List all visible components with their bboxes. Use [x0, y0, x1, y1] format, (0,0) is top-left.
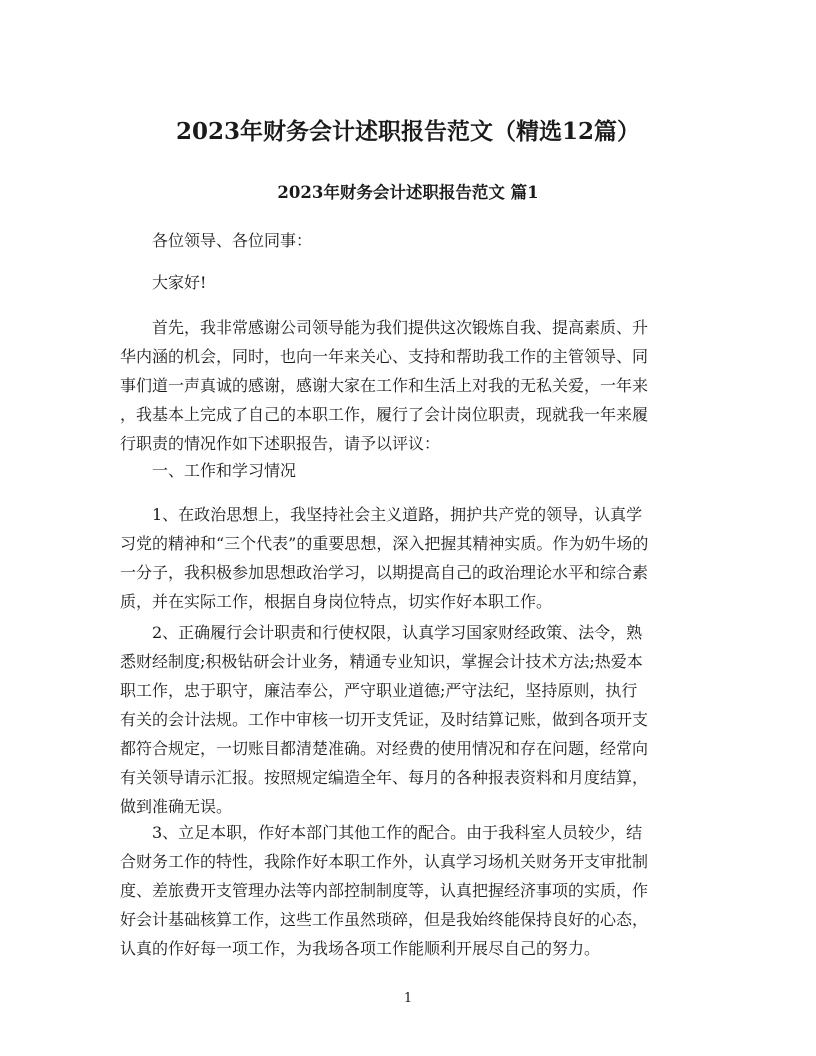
paragraph-line: 习党的精神和“三个代表”的重要思想，深入把握其精神实质。作为奶牛场的 — [120, 534, 649, 553]
paragraph-line: 1、在政治思想上，我坚持社会主义道路，拥护共产党的领导，认真学 — [152, 505, 643, 524]
paragraph-line: 合财务工作的特性，我除作好本职工作外，认真学习场机关财务开支审批制 — [120, 852, 649, 871]
paragraph-line: 质，并在实际工作，根据自身岗位特点，切实作好本职工作。 — [120, 592, 553, 611]
paragraph-line: 事们道一声真诚的感谢，感谢大家在工作和生活上对我的无私关爱，一年来 — [120, 376, 649, 395]
heading-work-study — [120, 456, 700, 485]
greeting-text: 大家好! — [152, 273, 207, 292]
section-title: 2023年财务会计述职报告范文 篇1 — [277, 183, 539, 202]
paragraph-line: 2、正确履行会计职责和行使权限，认真学习国家财经政策、法令，熟 — [152, 623, 643, 642]
salutation-text: 各位领导、各位同事： — [152, 231, 313, 250]
greeting — [120, 268, 700, 297]
heading-text: 一、工作和学习情况 — [152, 461, 297, 480]
paragraph-political — [120, 500, 700, 616]
paragraph-line: 认真的作好每一项工作，为我场各项工作能顺利开展尽自己的努力。 — [120, 939, 601, 958]
document-title: 2023年财务会计述职报告范文（精选12篇） — [175, 118, 641, 145]
paragraph-line: 3、立足本职，作好本部门其他工作的配合。由于我科室人员较少，结 — [152, 823, 643, 842]
salutation — [120, 226, 700, 255]
paragraph-line: 好会计基础核算工作，这些工作虽然琐碎，但是我始终能保持良好的心态， — [120, 910, 649, 929]
page-number: 1 — [403, 991, 413, 1006]
paragraph-cooperation — [120, 818, 700, 963]
paragraph-line: 华内涵的机会，同时，也向一年来关心、支持和帮助我工作的主管领导、同 — [120, 347, 649, 366]
intro-paragraph — [120, 313, 700, 458]
paragraph-line: 都符合规定，一切账目都清楚准确。对经费的使用情况和存在问题，经常向 — [120, 739, 649, 758]
paragraph-line: 行职责的情况作如下述职报告，请予以评议： — [120, 434, 441, 453]
paragraph-duties — [120, 618, 700, 821]
paragraph-line: 有关领导请示汇报。按照规定编造全年、每月的各种报表资料和月度结算， — [120, 768, 649, 787]
paragraph-line: 有关的会计法规。工作中审核一切开支凭证，及时结算记账，做到各项开支 — [120, 710, 649, 729]
paragraph-line: 悉财经制度;积极钻研会计业务，精通专业知识，掌握会计技术方法;热爱本 — [120, 652, 643, 671]
paragraph-line: 一分子，我积极参加思想政治学习，以期提高自己的政治理论水平和综合素 — [120, 563, 649, 582]
paragraph-line: 做到准确无误。 — [120, 797, 233, 816]
paragraph-line: ，我基本上完成了自己的本职工作，履行了会计岗位职责，现就我一年来履 — [120, 405, 649, 424]
paragraph-line: 职工作，忠于职守，廉洁奉公，严守职业道德;严守法纪，坚持原则，执行 — [120, 681, 638, 700]
paragraph-line: 度、差旅费开支管理办法等内部控制制度等，认真把握经济事项的实质，作 — [120, 881, 649, 900]
paragraph-line: 首先，我非常感谢公司领导能为我们提供这次锻炼自我、提高素质、升 — [152, 318, 649, 337]
